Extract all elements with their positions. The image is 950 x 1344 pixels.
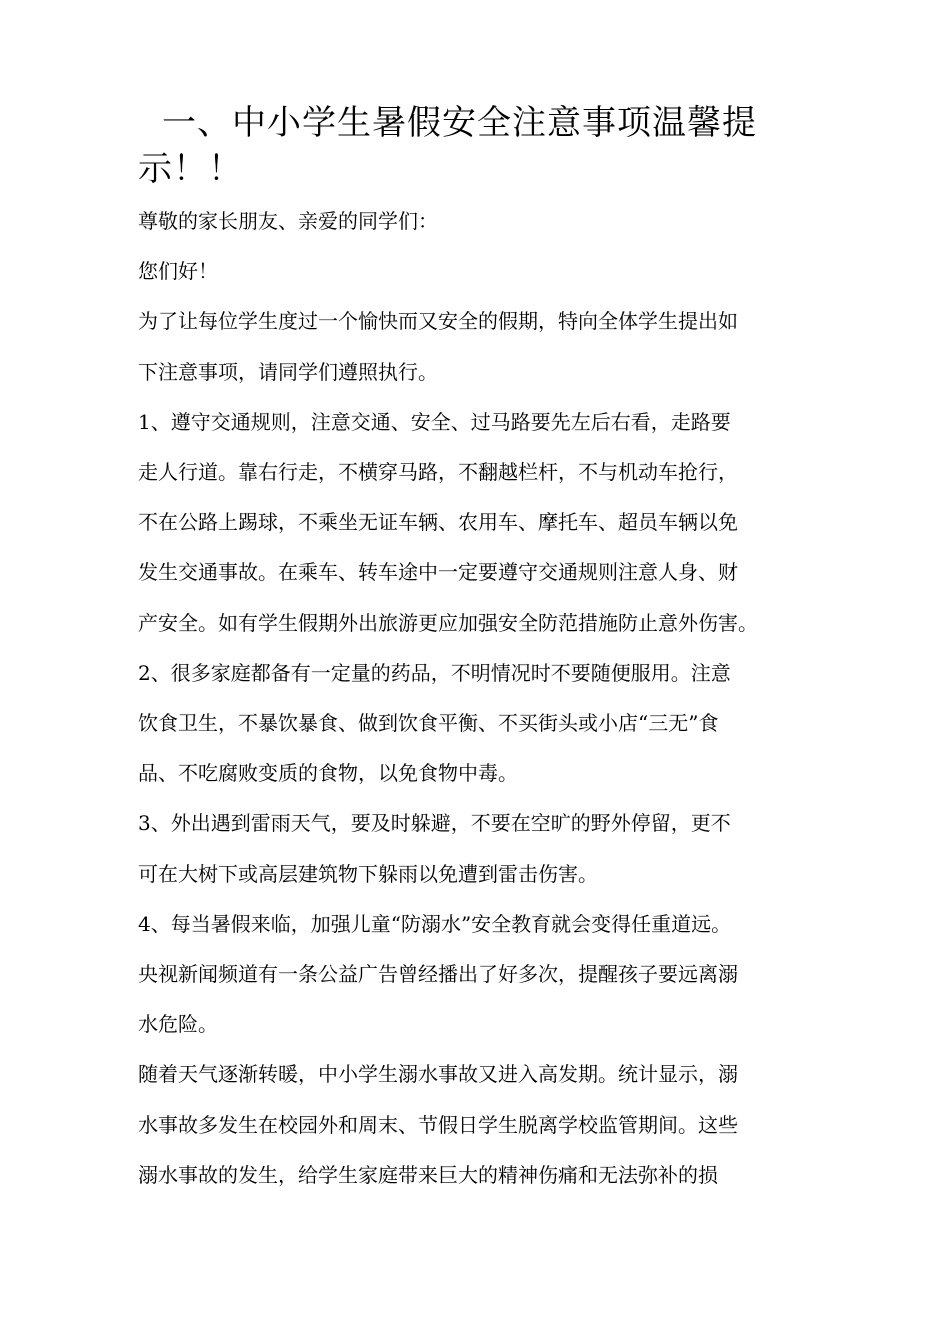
text-line: 水事故多发生在校园外和周末、节假日学生脱离学校监管期间。这些 xyxy=(138,1112,738,1137)
text-line: 3、外出遇到雷雨天气，要及时躲避，不要在空旷的野外停留，更不 xyxy=(138,811,731,836)
text-line: 发生交通事故。在乘车、转车途中一定要遵守交通规则注意人身、财 xyxy=(138,560,738,585)
text-line: 品、不吃腐败变质的食物，以免食物中毒。 xyxy=(138,761,518,786)
text-line: 随着天气逐渐转暖，中小学生溺水事故又进入高发期。统计显示，溺 xyxy=(138,1062,738,1087)
text-line: 饮食卫生，不暴饮暴食、做到饮食平衡、不买街头或小店“三无”食 xyxy=(138,711,719,736)
text-line-hello: 您们好！ xyxy=(138,259,218,284)
text-line: 为了让每位学生度过一个愉快而又安全的假期，特向全体学生提出如 xyxy=(138,309,738,334)
text-line: 走人行道。靠右行走，不横穿马路，不翻越栏杆，不与机动车抢行， xyxy=(138,460,738,485)
text-line: 不在公路上踢球，不乘坐无证车辆、农用车、摩托车、超员车辆以免 xyxy=(138,510,738,535)
text-line: 1、遵守交通规则，注意交通、安全、过马路要先左后右看，走路要 xyxy=(138,409,731,434)
text-line: 下注意事项，请同学们遵照执行。 xyxy=(138,359,438,384)
text-line: 水危险。 xyxy=(138,1012,218,1037)
text-line: 产安全。如有学生假期外出旅游更应加强安全防范措施防止意外伤害。 xyxy=(138,610,758,635)
document-title: 一、中小学生暑假安全注意事项温馨提示！！ xyxy=(138,103,757,189)
text-line: 央视新闻频道有一条公益广告曾经播出了好多次，提醒孩子要远离溺 xyxy=(138,962,738,987)
text-line: 4、每当暑假来临，加强儿童“防溺水”安全教育就会变得任重道远。 xyxy=(138,911,732,936)
text-line: 2、很多家庭都备有一定量的药品，不明情况时不要随便服用。注意 xyxy=(138,660,731,685)
text-line-greeting: 尊敬的家长朋友、亲爱的同学们： xyxy=(138,209,438,233)
document-body xyxy=(138,196,828,1200)
text-line: 溺水事故的发生，给学生家庭带来巨大的精神伤痛和无法弥补的损 xyxy=(138,1162,718,1187)
text-line: 可在大树下或高层建筑物下躲雨以免遭到雷击伤害。 xyxy=(138,861,598,886)
